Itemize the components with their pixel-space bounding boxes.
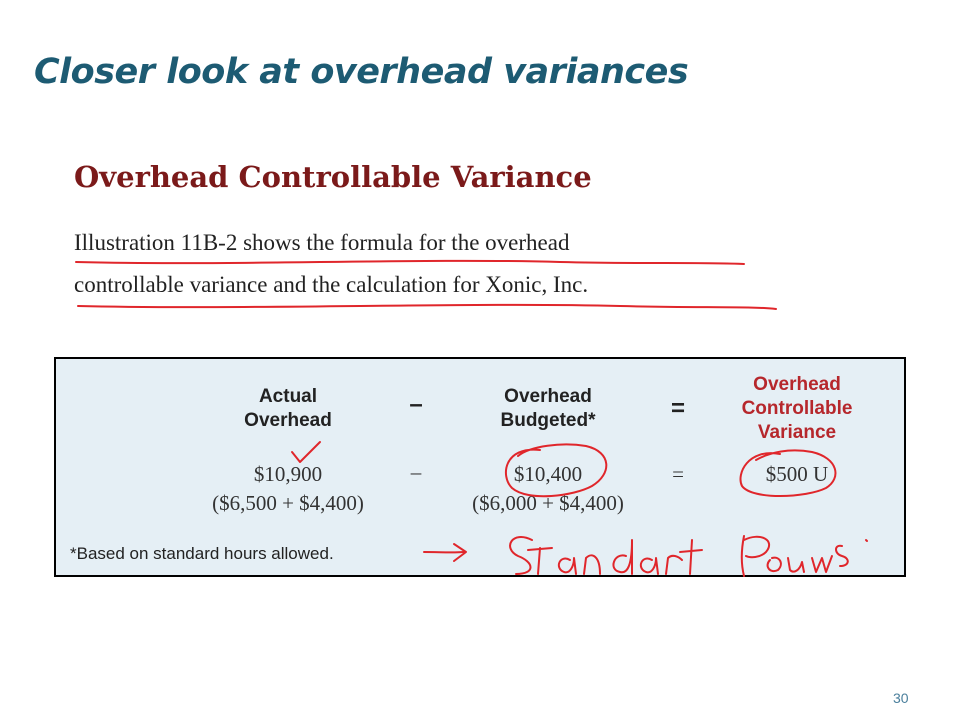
actual-header-line-1: Actual [258,386,318,407]
budgeted-header-line-1: Overhead [504,386,592,407]
minus-operator-value: – [410,460,422,484]
actual-header-line-2: Overhead [244,410,332,431]
section-heading: Overhead Controllable Variance [74,160,592,194]
illustration-figure [54,357,906,577]
equals-operator-header: = [670,395,685,422]
footnote: *Based on standard hours allowed. [70,544,334,563]
underline-line-1-stroke [76,261,744,264]
variance-header-line-3: Variance [757,422,837,443]
actual-overhead-header [208,385,368,433]
overhead-controllable-variance-header [702,373,892,445]
underline-line-2-stroke [78,305,776,309]
minus-operator-header: – [409,391,423,418]
slide-title: Closer look at overhead variances [34,52,689,92]
variance-header-line-2: Controllable [741,398,853,419]
actual-overhead-breakdown: ($6,500 + $4,400) [212,491,364,515]
budgeted-overhead-breakdown: ($6,000 + $4,400) [472,491,624,515]
budgeted-overhead-value: $10,400 [513,462,583,486]
budgeted-header-line-2: Budgeted* [500,410,596,431]
page-number: 30 [893,690,909,706]
variance-header-line-1: Overhead [753,374,841,395]
equals-operator-value: = [672,462,684,486]
overhead-budgeted-header [468,385,628,433]
body-text-line-2: controllable variance and the calculation for Xonic, Inc. [74,272,589,297]
body-text-line-1: Illustration 11B-2 shows the formula for the overhead [74,230,570,255]
controllable-variance-value: $500 U [765,462,829,486]
actual-overhead-value: $10,900 [253,462,323,486]
